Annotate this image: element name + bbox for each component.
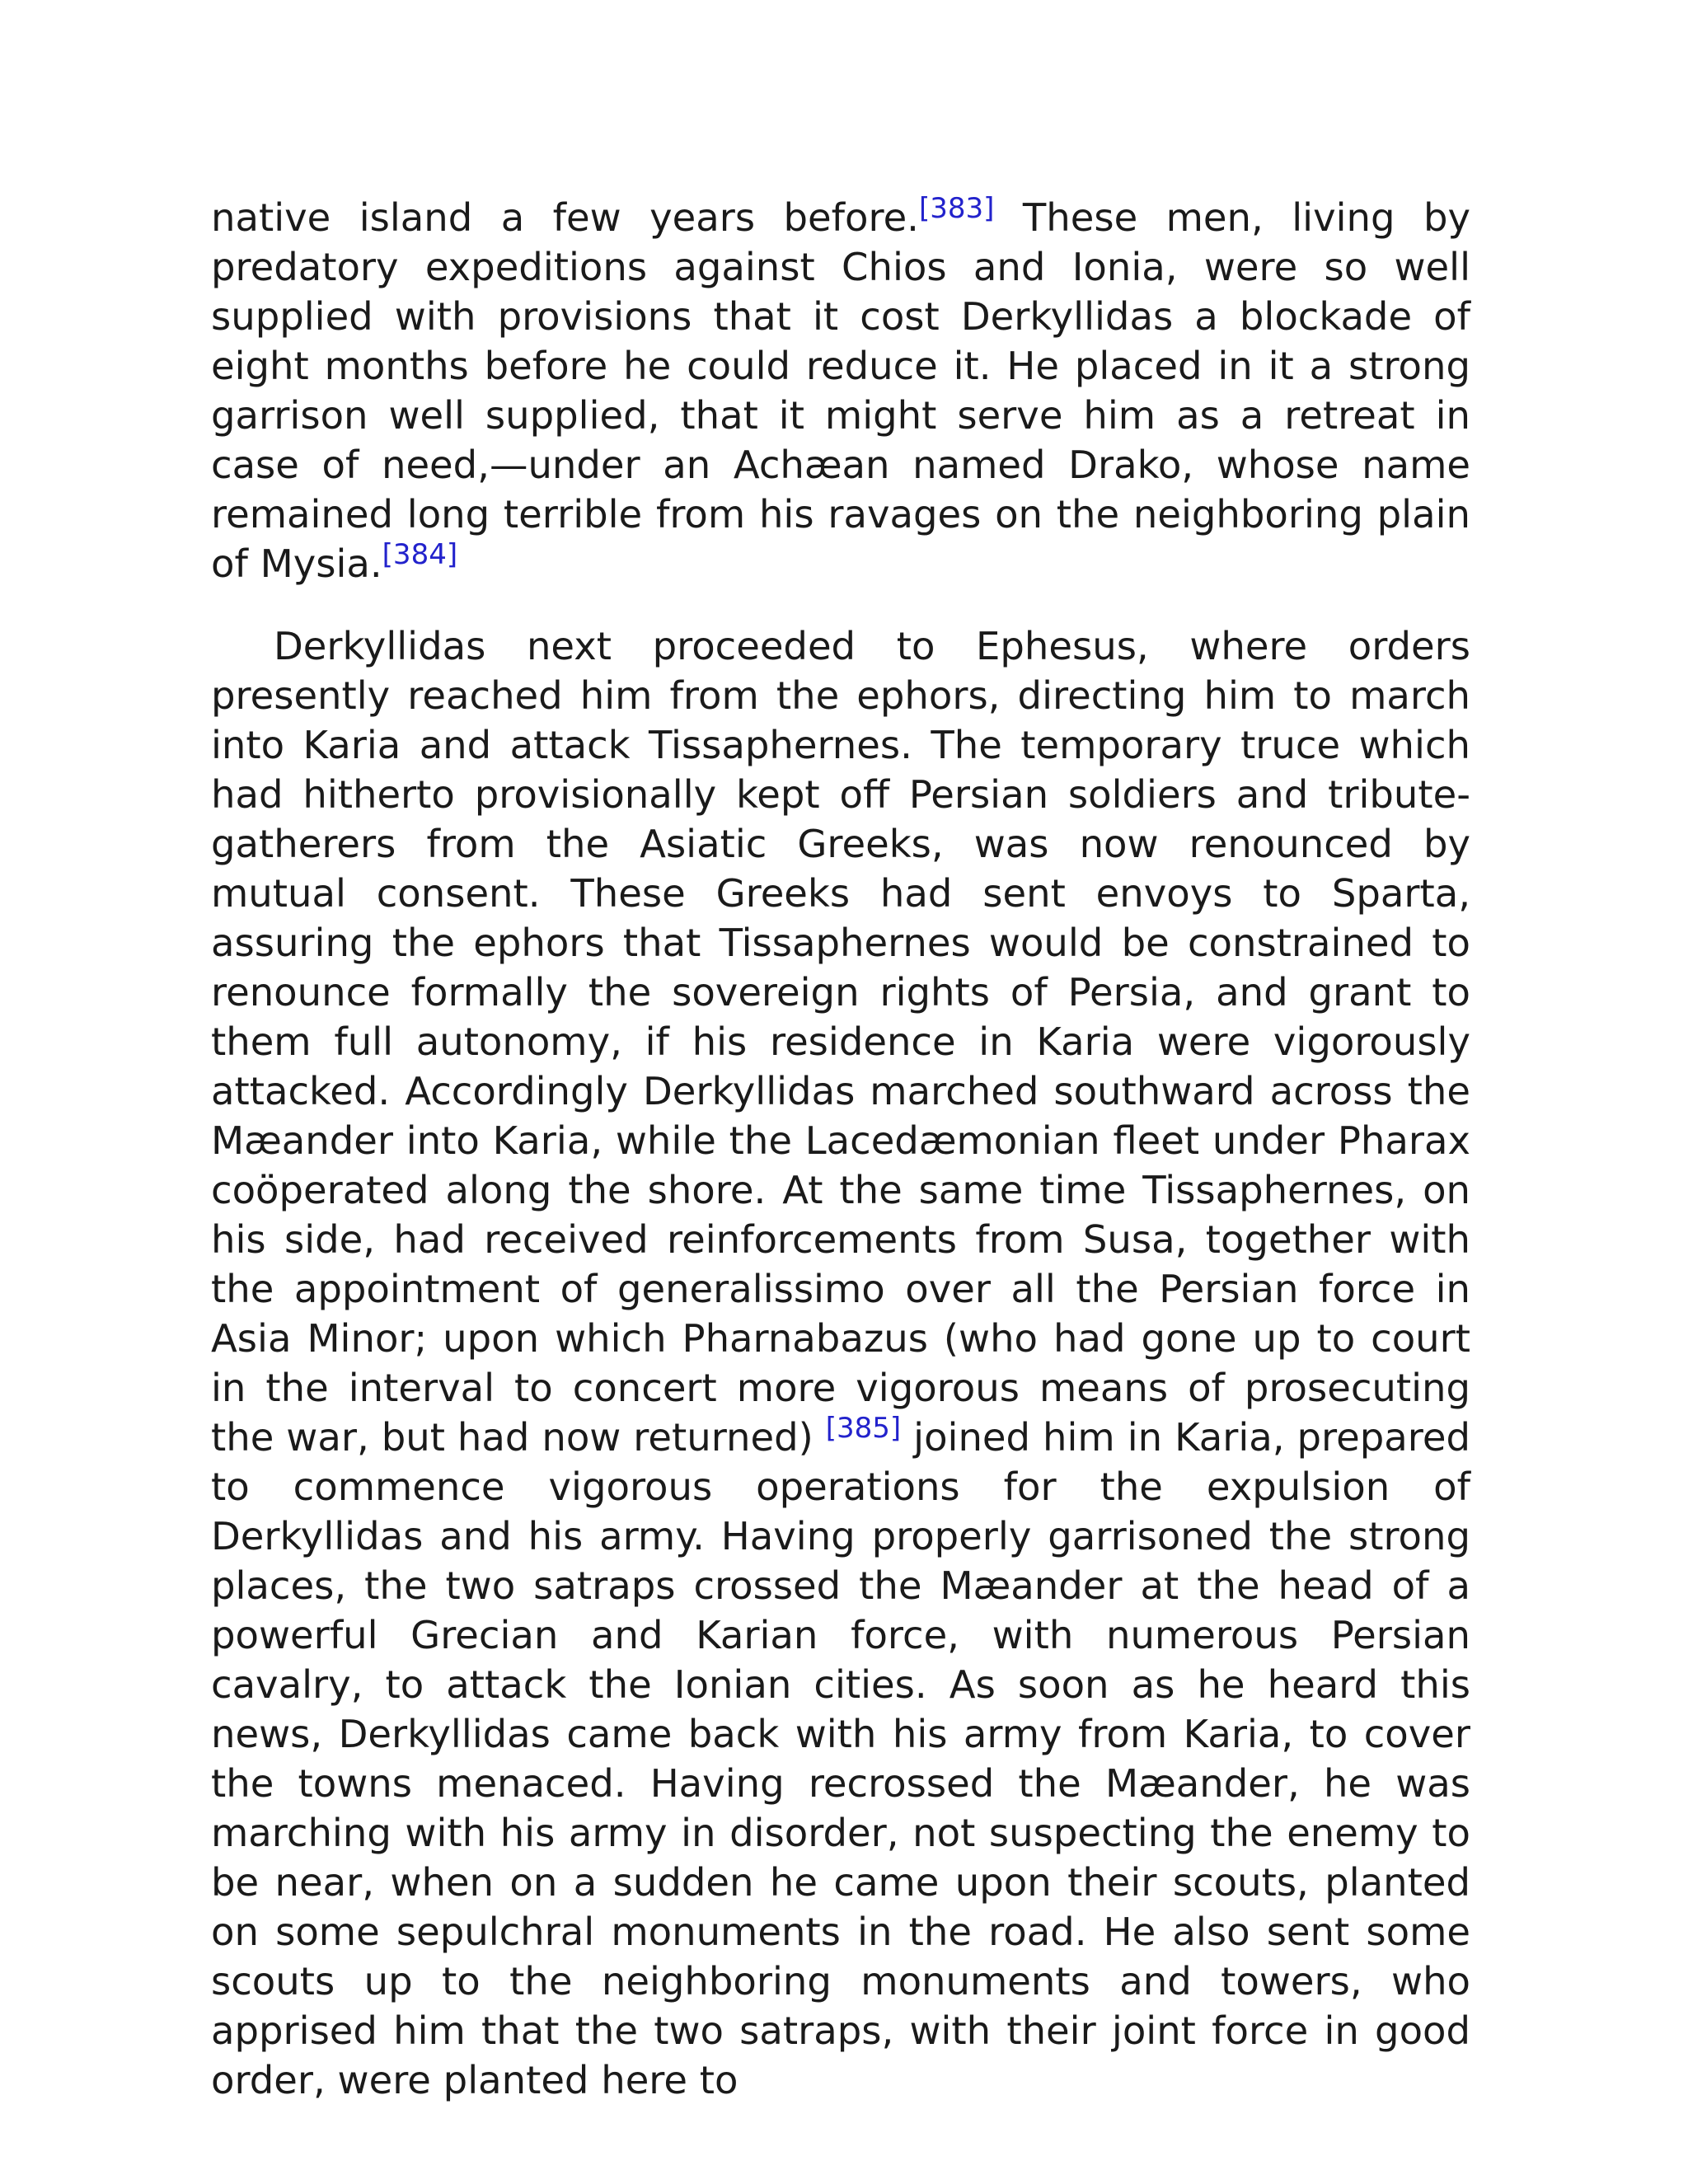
paragraph-text: These men, living by predatory expeditions against Chios and Ionia, were so well supplied with provisions that it cost Derkyllidas a blockade of eight months before he could reduce it. He placed in it a strong garrison well supplied, that it might serve him as a retreat in case of need,—under an Achæan named Drako, whose name remained long terrible from his ravages on the neighboring plain of Mysia. <box>211 195 1470 586</box>
footnote-link-383[interactable]: [383] <box>918 192 995 225</box>
footnote-link-384[interactable]: [384] <box>382 538 458 571</box>
footnote-link-385[interactable]: [385] <box>825 1412 902 1445</box>
paragraph-text: joined him in Karia, prepared to commence vigorous operations for the expulsion of Derkyllidas and his army. Having properly garrisoned the strong places, the two satraps crossed the Mæander at the head of a powerful Grecian and Karian force, with numerous Persian cavalry, to attack the Ionian cities. As soon as he heard this news, Derkyllidas came back with his army from Karia, to cover the towns menaced. Having recrossed the Mæander, he was marching with his army in disorder, not suspecting the enemy to be near, when on a sudden he came upon their scouts, planted on some sepulchral monuments in the road. He also sent some scouts up to the neighboring monuments and towers, who apprised him that the two satraps, with their joint force in good order, were planted here to <box>211 1415 1470 2102</box>
paragraph-2 <box>211 621 1470 2105</box>
paragraph-1 <box>211 193 1470 588</box>
page-body <box>211 193 1470 2105</box>
paragraph-text: Derkyllidas next proceeded to Ephesus, where orders presently reached him from the ephors, directing him to march into Karia and attack Tissaphernes. The temporary truce which had hitherto provisionally kept off Persian soldiers and tribute-gatherers from the Asiatic Greeks, was now renounced by mutual consent. These Greeks had sent envoys to Sparta, assuring the ephors that Tissaphernes would be constrained to renounce formally the sovereign rights of Persia, and grant to them full autonomy, if his residence in Karia were vigorously attacked. Accordingly Derkyllidas marched southward across the Mæander into Karia, while the Lacedæmonian fleet under Pharax coöperated along the shore. At the same time Tissaphernes, on his side, had received reinforcements from Susa, together with the appointment of generalissimo over all the Persian force in Asia Minor; upon which Pharnabazus (who had gone up to court in the interval to concert more vigorous means of prosecuting the war, but had now returned) <box>211 624 1470 1460</box>
paragraph-text: native island a few years before. <box>211 195 919 240</box>
